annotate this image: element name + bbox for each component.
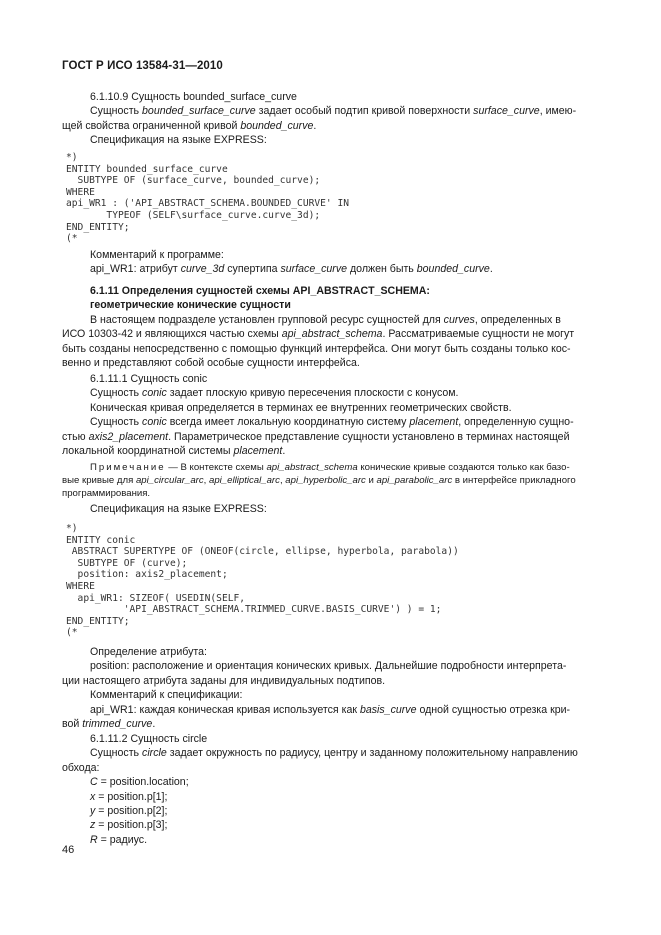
note-line: вые кривые для api_circular_arc, api_elliptical_arc, api_hyperbolic_arc и api_parabolic_arc в интерфейсе прикладного (62, 475, 576, 486)
spec-label: Спецификация на языке EXPRESS: (90, 134, 267, 147)
paragraph-line: ИСО 10303-42 и являющихся частью схемы api_abstract_schema. Рассматриваемые сущности не могут (62, 328, 575, 341)
equation-line: z = position.p[3]; (90, 819, 168, 832)
note-block (62, 461, 599, 500)
paragraph-line: быть созданы непосредственно с помощью функций интерфейса. Они могут быть созданы только кос- (62, 342, 571, 355)
spec-comment-label: Комментарий к спецификации: (90, 689, 243, 702)
section-6-1-11-1 (62, 372, 599, 458)
section-6-1-11-2 (62, 732, 599, 847)
paragraph-line: локальной координатной системы placement. (62, 445, 286, 458)
section-6-1-10-9 (62, 90, 599, 148)
code-comment (62, 248, 599, 277)
equation-line: R = радиус. (90, 833, 148, 846)
paragraph-line: стью axis2_placement. Параметрическое представление сущности установлено в терминах настоящей (62, 430, 570, 443)
section-title: 6.1.11 Определения сущностей схемы API_ABSTRACT_SCHEMA: (90, 285, 430, 297)
equation-line: x = position.p[1]; (90, 790, 168, 803)
section-6-1-11 (62, 284, 599, 370)
paragraph-line: Сущность bounded_surface_curve задает особый подтип кривой поверхности surface_curve, имею- (90, 105, 577, 118)
page-number: 46 (62, 844, 75, 856)
comment-line: api_WR1: атрибут curve_3d супертипа surface_curve должен быть bounded_curve. (90, 263, 493, 276)
express-code-block: *) ENTITY bounded_surface_curve SUBTYPE OF (surface_curve, bounded_curve); WHERE api_WR1 : ('API_ABSTRACT_SCHEMA.BOUNDED_CURVE' IN TYPEOF (SELF\surface_curve.curve_3d); END_ENTITY; (* (66, 152, 350, 245)
spec-comment-line: api_WR1: каждая коническая кривая используется как basis_curve одной сущностью отрезка кри- (90, 703, 571, 716)
note-line: Примечание — В контексте схемы api_abstract_schema конические кривые создаются только как базо- (90, 462, 570, 473)
equation-line: y = position.p[2]; (90, 805, 168, 818)
spec-label: Спецификация на языке EXPRESS: (90, 503, 267, 515)
paragraph-line: Сущность circle задает окружность по радиусу, центру и заданному положительному направлению (90, 747, 578, 760)
paragraph-line: В настоящем подразделе установлен групповой ресурс сущностей для curves, определенных в (90, 313, 561, 326)
paragraph-line: обхода: (62, 761, 100, 774)
express-code-block: *) ENTITY conic ABSTRACT SUPERTYPE OF (ONEOF(circle, ellipse, hyperbola, parabola)) SUBTYPE OF (curve); position: axis2_placement; WHERE api_WR1: SIZEOF( USEDIN(SELF, 'API_ABSTRACT_SCHEMA.TRIMMED_CURVE.BASIS_CURVE') ) = 1; END_ENTITY; (* (66, 523, 459, 639)
attr-line: position: расположение и ориентация конических кривых. Дальнейшие подробности интерпрета- (90, 660, 567, 673)
note-line: программирования. (62, 488, 151, 499)
attr-line: ции настоящего атрибута заданы для индивидуальных подтипов. (62, 674, 386, 687)
section-title: 6.1.11.2 Сущность circle (90, 733, 208, 745)
paragraph-line: Коническая кривая определяется в терминах ее внутренних геометрических свойств. (90, 401, 512, 414)
paragraph-line: венно и представляют собой особые сущности интерфейса. (62, 357, 360, 370)
attr-label: Определение атрибута: (90, 646, 207, 658)
paragraph-line: щей свойства ограниченной кривой bounded_curve. (62, 119, 317, 132)
paragraph-line: Сущность conic задает плоскую кривую пересечения плоскости с конусом. (90, 387, 459, 400)
section-title: 6.1.10.9 Сущность bounded_surface_curve (90, 91, 297, 103)
spec-label-block (62, 502, 599, 516)
paragraph-line: Сущность conic всегда имеет локальную координатную систему placement, определенную сущно- (90, 416, 574, 429)
spec-comment-line: вой trimmed_curve. (62, 718, 156, 731)
comment-label: Комментарий к программе: (90, 249, 224, 261)
section-title-cont: геометрические конические сущности (90, 299, 291, 312)
attribute-definition (62, 645, 599, 731)
document-header: ГОСТ Р ИСО 13584-31—2010 (62, 60, 223, 72)
section-title: 6.1.11.1 Сущность conic (90, 373, 208, 385)
equation-line: C = position.location; (90, 776, 189, 789)
